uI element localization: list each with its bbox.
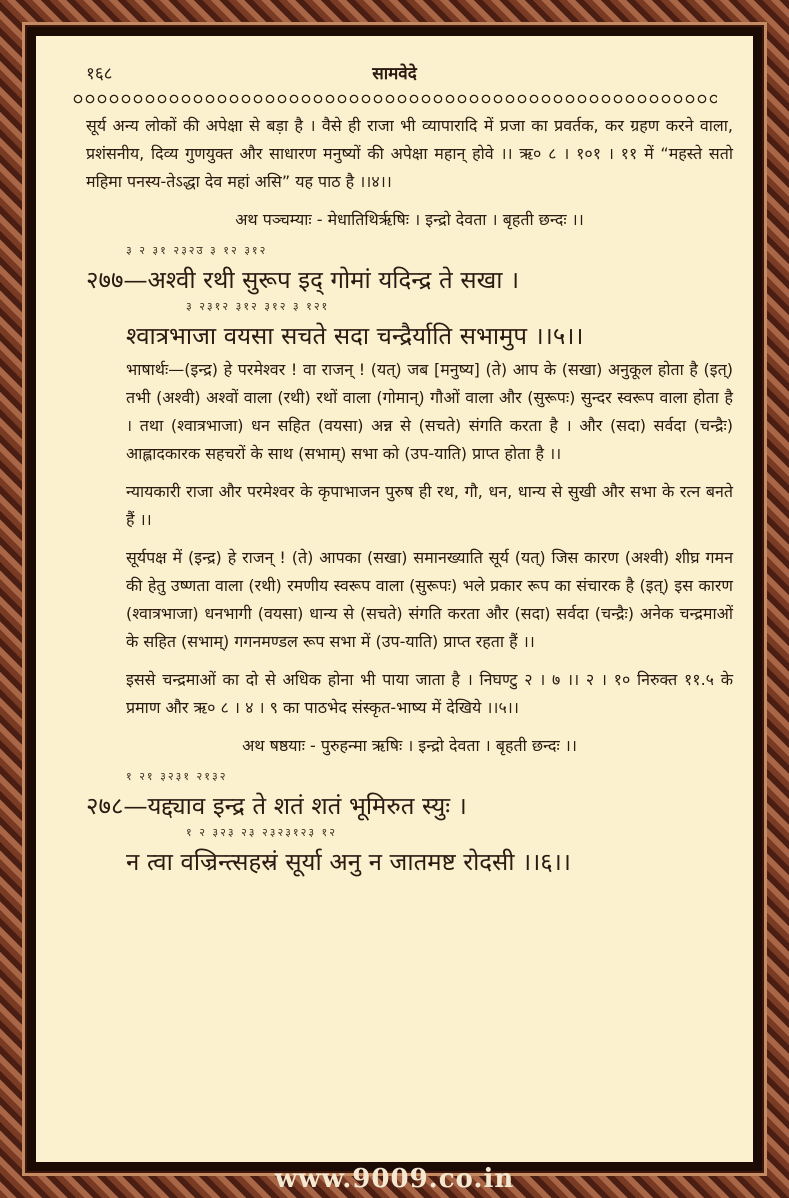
mantra-line: न त्वा वज्रिन्त्सहस्रं सूर्या अनु न जातमष्ट रोदसी ।।६।। bbox=[126, 848, 571, 876]
page-number: १६८ bbox=[86, 64, 113, 84]
mantra-line: २७७—अश्वी रथी सुरूप इद् गोमां यदिन्द्र ते सखा । bbox=[86, 266, 520, 294]
mantra-heading-2: अथ षष्ठयाः - पुरुहन्मा ऋषिः । इन्द्रो देवता । बृहती छन्दः ।। bbox=[242, 736, 577, 755]
accent-marks: १ २१ ३२३१ २१३२ bbox=[126, 770, 228, 783]
surya-paksha-paragraph: सूर्यपक्ष में (इन्द्र) हे राजन् ! (ते) आपका (सखा) समानख्याति सूर्य (यत्) जिस कारण (अश्वी) शीघ्र गमन की हेतु उष्णता वाला (रथी) रमणीय स्वरूप वाला (सुरूपः) भले प्रकार रूप का संचारक है (इत्) इस कारण (श्वात्रभाजा) धनभागी (वयसा) धान्य से (सचते) संगति करता और (सदा) सर्वदा (चन्द्रैः) अनेक चन्द्रमाओं के सहित (सभाम्) गगनमण्डल रूप सभा में (उप-याति) प्राप्त रहता हैं ।। bbox=[126, 548, 733, 651]
accent-marks: ३ २३१२ ३१२ ३१२ ३ १२१ bbox=[186, 300, 330, 313]
ornament-divider bbox=[72, 93, 717, 105]
accent-marks: १ २ ३२३ २३ २३२३१२३ १२ bbox=[186, 826, 338, 839]
bhasharth-paragraph: भाषार्थः—(इन्द्र) हे परमेश्वर ! वा राजन् ! (यत्) जब [मनुष्य] (ते) आप के (सखा) अनुकूल होता है (इत्) तभी (अश्वी) अश्वों वाला (रथी) रथों वाला (गोमान्) गौओं वाला और (सुरूपः) सुन्दर स्वरूप वाला होता है । तथा (श्वात्रभाजा) धन सहित (वयसा) अन्न से (सचते) संगति करता है । और (सदा) सर्वदा (चन्द्रैः) आह्लादकारक सहचरों के साथ (सभाम्) सभा को (उप-याति) प्राप्त होता है ।। bbox=[126, 360, 733, 463]
mantra-heading-1: अथ पञ्चम्याः - मेधातिथिर्ऋषिः । इन्द्रो देवता । बृहती छन्दः ।। bbox=[235, 210, 584, 229]
page-header bbox=[36, 36, 753, 84]
summary-paragraph: न्यायकारी राजा और परमेश्वर के कृपाभाजन पुरुष ही रथ, गौ, धन, धान्य से सुखी और सभा के रत्न बनते हैं ।। bbox=[126, 482, 733, 529]
paragraph-intro: सूर्य अन्य लोकों की अपेक्षा से बड़ा है । वैसे ही राजा भी व्यापारादि में प्रजा का प्रवर्तक, कर ग्रहण करने वाला, प्रशंसनीय, दिव्य गुणयुक्त और साधारण मनुष्यों की अपेक्षा महान् होवे ।। ऋ० ८ । १०१ । ११ में “महस्ते सतो महिमा पनस्य-तेऽद्धा देव महां असि” यह पाठ है ।।४।। bbox=[86, 116, 733, 191]
page-content bbox=[86, 112, 733, 882]
website-watermark: www.9009.co.in bbox=[274, 1164, 515, 1194]
book-page bbox=[36, 36, 753, 1162]
mantra-line: २७८—यद्द्याव इन्द्र ते शतं शतं भूमिरुत स्युः । bbox=[86, 792, 467, 820]
accent-marks: ३ २ ३१ २३२उ ३ १२ ३१२ bbox=[126, 244, 268, 257]
note-paragraph: इससे चन्द्रमाओं का दो से अधिक होना भी पाया जाता है । निघण्टु २ । ७ ।। २ । १० निरुक्त ११.५ के प्रमाण और ऋ० ८ । ४ । ९ का पाठभेद संस्कृत-भाष्य में देखिये ।।५।। bbox=[126, 670, 733, 717]
mantra-line: श्वात्रभाजा वयसा सचते सदा चन्द्रैर्याति सभामुप ।।५।। bbox=[126, 322, 584, 350]
page-title: सामवेदे bbox=[372, 64, 417, 84]
